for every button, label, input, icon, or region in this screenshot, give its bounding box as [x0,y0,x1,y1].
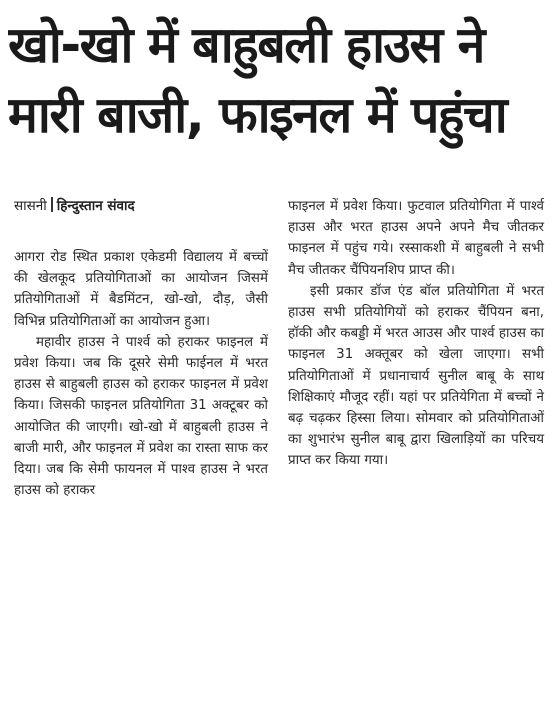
byline-place: सासनी [14,198,47,214]
headline-line-1: खो-खो में बाहुबली हाउस ने [8,16,484,74]
headline-line-2: मारी बाजी, फाइनल में पहुंचा [8,86,507,144]
paragraph-3: फाइनल में प्रवेश किया। फुटवाल प्रतियोगिता में पार्श्व हाउस और भरत हाउस अपने अपने मैच जीतकर फाइनल में पहुंच गये। रस्साकशी में बाहुबली ने सभी मैच जीतकर चैंपियनशिप प्राप्त की। [288,199,544,278]
headline [8,10,549,150]
paragraph-1: आगरा रोड स्थित प्रकाश एकेडमी विद्यालय में बच्चों की खेलकूद प्रतियोगिताओं का आयोजन जिसमें प्रतियोगिताओं में बैडमिंटन, खो-खो, दौड़, जैसी विभिन्न प्रतियोगिताओं का आयोजन हुआ। [14,250,268,329]
byline-source: हिन्दुस्तान संवाद [56,198,135,214]
article-column-right [288,196,544,472]
byline-separator [51,197,53,212]
byline [14,196,268,217]
paragraph-4: इसी प्रकार डॉज एंड बॉल प्रतियोगिता में भरत हाउस सभी प्रतियोगियों को हराकर चैंपियन बना, हॉकी और कबड्डी में भरत आउस और पार्श्व हाउस का फाइनल 31 अक्तूबर को खेला जाएगा। सभी प्रतियोगिताओं में प्रधानाचार्य सुनील बाबू के साथ शिक्षिकाएं मौजूद रहीं। यहां पर प्रतियेगिता में बच्चों ने बढ़ चढ़कर हिस्सा लिया। सोमवार को प्रतियोगिताओं का शुभारंभ सुनील बाबू द्वारा खिलाड़ियों का परिचय प्राप्त कर किया गया। [288,283,544,469]
article-column-left [14,196,268,501]
paragraph-2: महावीर हाउस ने पार्श्व को हराकर फाइनल में प्रवेश किया। जब कि दूसरे सेमी फाईनल में भरत हाउस से बाहुबली हाउस को हराकर फाइनल में प्रवेश किया। जिसकी फाइनल प्रतियोगिता 31 अक्टूबर को आयोजित की जाएगी। खो-खो में बाहुबली हाउस ने बाजी मारी, और फाइनल में प्रवेश का रास्ता साफ कर दिया। जब कि सेमी फायनल में पाश्व हाउस ने भरत हाउस को हराकर [14,334,268,499]
